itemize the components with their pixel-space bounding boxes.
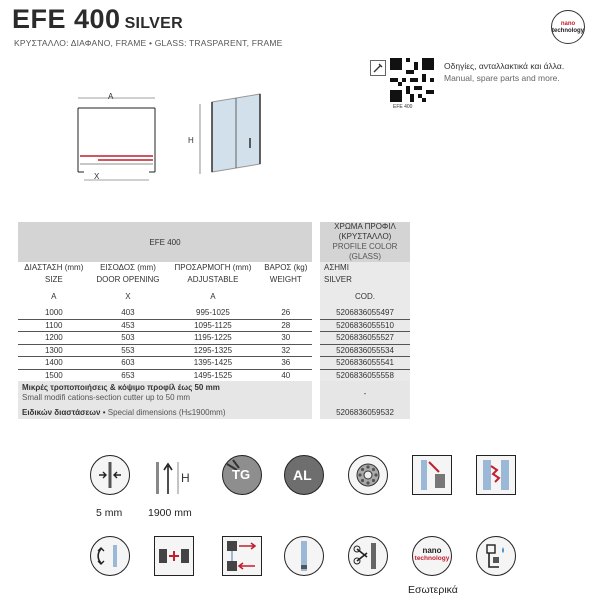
- cell-code: 5206836055510: [320, 319, 410, 332]
- bearing-wheels-icon: [348, 455, 388, 495]
- col-size-gr: ΔΙΑΣΤΑΣΗ (mm): [24, 263, 84, 273]
- modifications-value: -: [320, 381, 410, 405]
- nano-internal-label: Εσωτερικά: [408, 584, 458, 596]
- col-weight-en: WEIGHT: [269, 274, 302, 284]
- special-dimensions-note: Ειδικών διαστάσεων • Special dimensions (H≤1900mm): [18, 405, 312, 419]
- manual-text: [444, 60, 564, 84]
- top-view-drawing: [78, 98, 155, 180]
- profile-title-gr: ΧΡΩΜΑ ΠΡΟΦΙΛ (ΚΡΥΣΤΑΛΛΟ): [334, 222, 396, 241]
- table-row: [18, 319, 410, 332]
- cell-adjustable: 1295-1325: [166, 344, 259, 357]
- height-icon: [154, 458, 194, 498]
- dimension-label-h: H: [188, 136, 194, 145]
- special-dimensions-row: [18, 405, 410, 419]
- col-door-opening-en: DOOR OPENING: [96, 274, 160, 284]
- col-door-opening-sym: X: [125, 291, 131, 301]
- table-row: [18, 332, 410, 345]
- page-title: [12, 4, 183, 35]
- col-adjustable-en: ADJUSTABLE: [187, 274, 239, 284]
- profile-color-header: [320, 222, 410, 262]
- special-gr: Ειδικών διαστάσεων: [22, 407, 101, 417]
- cell-size: 1300: [18, 344, 90, 357]
- perspective-view-drawing: [200, 94, 260, 174]
- height-icon-letter: H: [181, 471, 190, 485]
- manual-text-gr: Οδηγίες, ανταλλακτικά και άλλα.: [444, 61, 565, 71]
- height-label: 1900 mm: [148, 507, 192, 519]
- cell-size: 1500: [44, 370, 63, 380]
- qr-caption: EFE 400: [393, 104, 413, 110]
- reversible-door-icon: [90, 536, 130, 576]
- cell-weight: 32: [260, 344, 312, 357]
- badge-line1: nano: [560, 21, 576, 27]
- cell-code: 5206836055558: [320, 369, 410, 381]
- nano-technology-icon: [412, 536, 452, 576]
- nano-technology-badge: [551, 10, 585, 44]
- badge-line2: technology: [552, 28, 585, 34]
- modifications-note-gr: Μικρές τροποποιήσεις & κόψιμο προφίλ έως 50 mm: [22, 383, 220, 392]
- table-row: [18, 307, 410, 319]
- modifications-row: [18, 381, 410, 405]
- tempered-glass-icon: [222, 455, 262, 495]
- magnetic-seal-icon: [412, 455, 452, 495]
- aluminium-icon: [284, 455, 324, 495]
- cell-opening: 553: [90, 344, 167, 357]
- special-en: Special dimensions (H≤1900mm): [107, 407, 226, 417]
- cell-opening: 603: [90, 357, 167, 370]
- cell-weight: 36: [260, 357, 312, 370]
- wall-profile-adjust-icon: [154, 536, 194, 576]
- spec-table: [18, 222, 410, 419]
- wall-mount-icon: [284, 536, 324, 576]
- cell-adjustable: 1195-1225: [166, 332, 259, 345]
- cell-opening: 503: [90, 332, 167, 345]
- qr-code[interactable]: [390, 58, 434, 102]
- cell-size: 1000: [18, 307, 90, 319]
- col-size-sym: A: [51, 291, 57, 301]
- cell-adjustable: 1395-1425: [166, 357, 259, 370]
- cell-weight: 30: [260, 332, 312, 345]
- tempered-glass-text: TG: [232, 467, 251, 482]
- modifications-note-en: Small modifi cations-section cutter up to 50 mm: [22, 393, 191, 402]
- cell-size: 1100: [18, 319, 90, 332]
- col-silver-en: SILVER: [320, 274, 410, 286]
- cell-code: 5206836055541: [320, 357, 410, 370]
- dimension-label-x: X: [94, 172, 100, 181]
- aluminium-text: AL: [293, 467, 312, 483]
- col-adjustable-gr: ΠΡΟΣΑΡΜΟΓΗ (mm): [174, 263, 252, 273]
- cell-weight: 40: [281, 370, 291, 380]
- special-code: 5206836059532: [320, 405, 410, 419]
- cell-code: 5206836055534: [320, 344, 410, 357]
- nano-icon-line1: nano: [422, 546, 442, 555]
- subtitle: ΚΡΥΣΤΑΛΛΟ: ΔΙΑΦΑΝΟ, FRAME • GLASS: TRASPARENT, FRAME: [14, 38, 283, 48]
- cell-code: 5206836055497: [320, 307, 410, 319]
- cell-opening: 653: [121, 370, 135, 380]
- col-weight-sym: [260, 285, 312, 307]
- cell-adjustable: 1495-1525: [193, 370, 233, 380]
- cell-weight: 26: [260, 307, 312, 319]
- title-main: EFE 400: [12, 4, 121, 34]
- cutting-tool-icon: [348, 536, 388, 576]
- modifications-note: [18, 381, 312, 405]
- cell-adjustable: 1095-1125: [166, 319, 259, 332]
- col-adjustable-sym: A: [210, 291, 216, 301]
- dimension-label-a: A: [108, 92, 114, 101]
- water-seal-icon: [476, 455, 516, 495]
- manual-text-en: Manual, spare parts and more.: [444, 73, 560, 83]
- col-size-en: SIZE: [44, 274, 63, 284]
- profile-title-en: PROFILE COLOR (GLASS): [332, 242, 398, 261]
- cell-opening: 453: [90, 319, 167, 332]
- col-weight-gr: ΒΑΡΟΣ (kg): [264, 263, 308, 273]
- technical-drawing: [60, 88, 270, 198]
- table-group-title: EFE 400: [18, 222, 312, 262]
- table-row: [18, 369, 410, 381]
- cell-code: 5206836055527: [320, 332, 410, 345]
- cell-size: 1200: [18, 332, 90, 345]
- cell-opening: 403: [90, 307, 167, 319]
- col-door-opening-gr: ΕΙΣΟΔΟΣ (mm): [100, 263, 156, 273]
- col-cod: COD.: [320, 285, 410, 307]
- col-silver-gr: ΑΣΗΜΙ: [320, 262, 410, 274]
- glass-thickness-label: 5 mm: [96, 507, 123, 519]
- table-row: [18, 357, 410, 370]
- tools-icon: [370, 60, 386, 76]
- title-sub: SILVER: [124, 15, 183, 32]
- cell-weight: 28: [260, 319, 312, 332]
- table-row: [18, 344, 410, 357]
- nano-icon-line2: technology: [414, 555, 450, 562]
- sliding-door-icon: [222, 536, 262, 576]
- cell-adjustable: 995-1025: [166, 307, 259, 319]
- cell-size: 1400: [18, 357, 90, 370]
- glass-thickness-icon: [90, 455, 130, 495]
- easy-clean-icon: [476, 536, 516, 576]
